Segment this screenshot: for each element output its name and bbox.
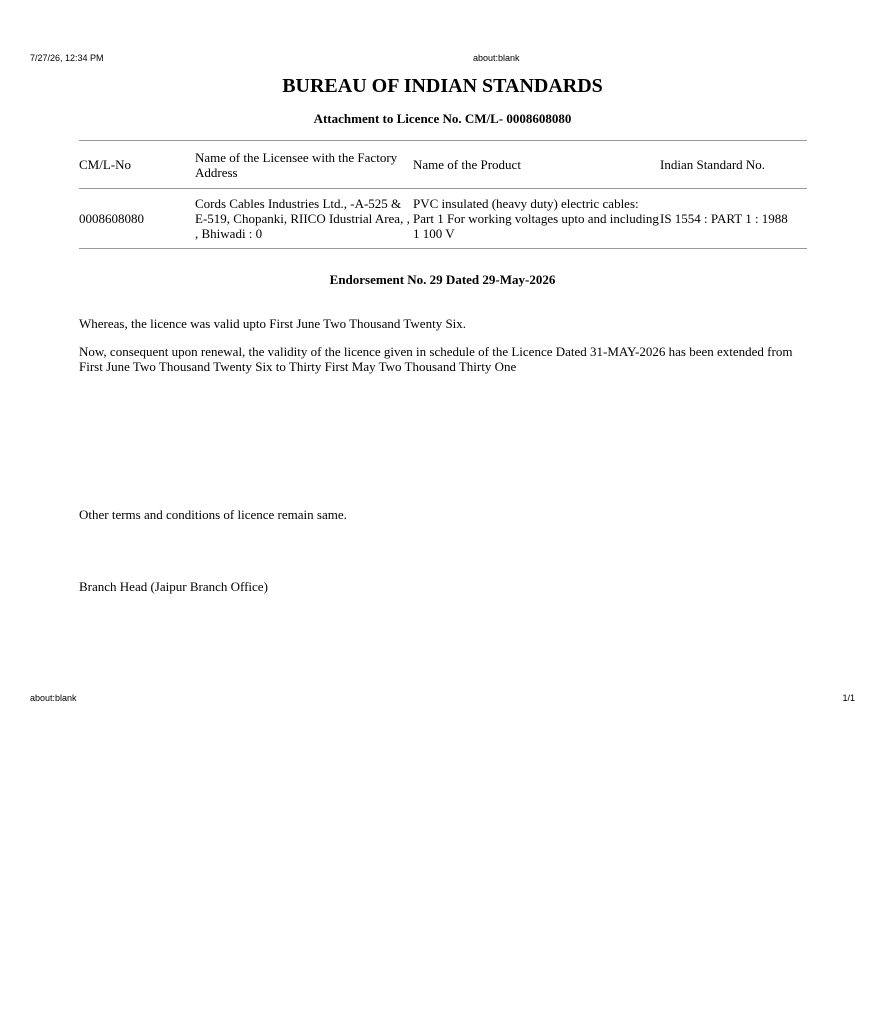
print-header-url: about:blank <box>473 53 520 63</box>
header-licensee: Name of the Licensee with the Factory Address <box>195 141 413 189</box>
header-standard-no: Indian Standard No. <box>660 141 807 189</box>
validity-paragraph: Whereas, the licence was valid upto First June Two Thousand Twenty Six. <box>79 316 467 331</box>
cell-standard-no: IS 1554 : PART 1 : 1988 <box>660 189 807 249</box>
cell-cml-no: 0008608080 <box>79 189 195 249</box>
print-header-datetime: 7/27/26, 12:34 PM <box>30 53 104 63</box>
page-number: 1/1 <box>842 693 855 703</box>
renewal-paragraph: Now, consequent upon renewal, the validity of the licence given in schedule of the Licence Dated 31-MAY-2026 has been extended from First June Two Thousand Twenty Six to Thirty First May Two Thousand Thirty One <box>79 344 793 374</box>
header-cml-no: CM/L-No <box>79 141 195 189</box>
signatory: Branch Head (Jaipur Branch Office) <box>79 579 268 594</box>
document-subtitle: Attachment to Licence No. CM/L- 0008608080 <box>313 111 572 126</box>
document-title: BUREAU OF INDIAN STANDARDS <box>282 75 603 97</box>
cell-licensee: Cords Cables Industries Ltd., -A-525 & E-519, Chopanki, RIICO Idustrial Area, , , Bhiwadi : 0 <box>195 189 413 249</box>
print-footer-url: about:blank <box>30 693 77 703</box>
header-product: Name of the Product <box>413 141 660 189</box>
cell-product: PVC insulated (heavy duty) electric cables: Part 1 For working voltages upto and including 1 100 V <box>413 189 660 249</box>
licence-table <box>79 140 807 249</box>
table-row <box>79 189 807 249</box>
endorsement-heading: Endorsement No. 29 Dated 29-May-2026 <box>329 272 556 287</box>
table-header-row <box>79 141 807 189</box>
terms-paragraph: Other terms and conditions of licence remain same. <box>79 507 347 522</box>
